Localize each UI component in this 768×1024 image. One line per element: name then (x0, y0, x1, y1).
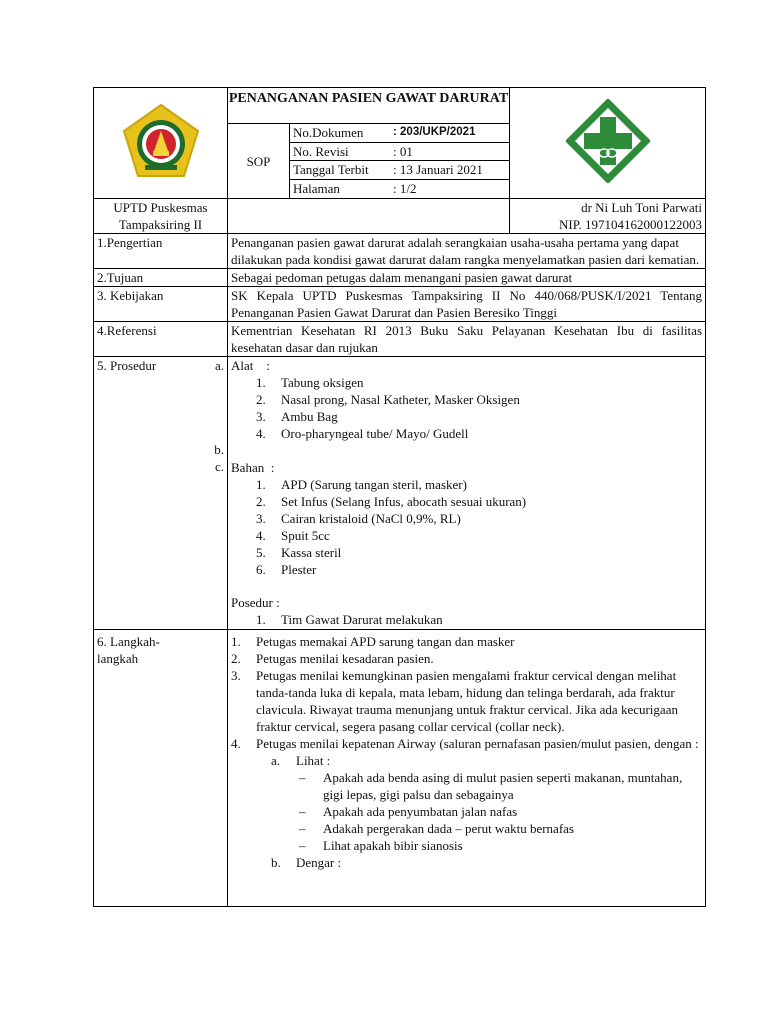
left-logo-cell (94, 88, 228, 199)
list-item: 2. Nasal prong, Nasal Katheter, Masker Oksigen (256, 392, 520, 407)
pengertian-label: 1.Pengertian (94, 234, 228, 269)
list-item: 1. Petugas memakai APD sarung tangan dan masker (231, 634, 515, 649)
bahan-list (231, 476, 702, 578)
field-tanggal-terbit: Tanggal Terbit : 13 Januari 2021 (290, 161, 509, 180)
posedur-list (231, 611, 702, 628)
org-name-cell (94, 199, 228, 234)
list-item: – Apakah ada benda asing di mulut pasien seperti makanan, muntahan, gigi lepas, gigi palsu dan sebagainya (299, 770, 683, 802)
list-item: 1. Tabung oksigen (256, 375, 364, 390)
org-line2: Tampaksiring II (118, 217, 203, 232)
signer-name: dr Ni Luh Toni Parwati (581, 200, 702, 215)
field-no-revisi: No. Revisi : 01 (290, 143, 509, 162)
title-and-fields (228, 88, 510, 199)
list-item: 4. Oro-pharyngeal tube/ Mayo/ Gudell (256, 426, 469, 441)
list-item: – Lihat apakah bibir sianosis (299, 838, 463, 853)
prosedur-content (228, 357, 706, 630)
signer-nip: NIP. 197104162000122003 (558, 217, 702, 232)
list-item: 1. APD (Sarung tangan steril, masker) (256, 477, 467, 492)
field-no-dokumen: No.Dokumen : 203/UKP/2021 (290, 124, 509, 143)
org-line1: UPTD Puskesmas (113, 200, 208, 215)
list-item: – Apakah ada penyumbatan jalan nafas (299, 804, 518, 819)
lihat-list (231, 769, 702, 854)
sub-step-b: b. Dengar : (271, 855, 342, 870)
right-logo-cell (510, 88, 706, 199)
list-item: 3. Ambu Bag (256, 409, 338, 424)
document-title: PENANGANAN PASIEN GAWAT DARURAT (228, 91, 509, 106)
green-cross-health-logo (566, 99, 650, 183)
prosedur-letter-a: a. (214, 358, 224, 373)
prosedur-letter-c: c. (214, 459, 224, 474)
langkah-label-cell (94, 630, 228, 907)
sub-step-a: a. Lihat : (271, 753, 331, 768)
puskesmas-crest-logo (119, 101, 203, 181)
list-item: 6. Plester (256, 562, 317, 577)
alat-list (231, 374, 702, 442)
list-item: 4. Spuit 5cc (256, 528, 330, 543)
kebijakan-text: SK Kepala UPTD Puskesmas Tampaksiring II No 440/068/PUSK/I/2021 Tentang Penanganan Pasien Gawat Darurat dan Pasien Beresiko Tinggi (228, 287, 706, 322)
langkah-label-line2: langkah (97, 651, 139, 666)
langkah-content (228, 630, 706, 907)
blank-cell (228, 199, 510, 234)
sop-label: SOP (246, 153, 271, 169)
list-item: 2. Petugas menilai kesadaran pasien. (231, 651, 434, 666)
langkah-label-line1: 6. Langkah- (97, 634, 160, 649)
posedur-title: Posedur : (231, 595, 280, 610)
list-item: 2. Set Infus (Selang Infus, abocath sesuai ukuran) (256, 494, 527, 509)
sop-document (93, 87, 705, 907)
alat-title: Alat : (231, 358, 270, 373)
tujuan-label: 2.Tujuan (94, 269, 228, 287)
langkah-list (231, 633, 702, 752)
list-item: 1. Tim Gawat Darurat melakukan (256, 612, 443, 627)
sop-table (93, 87, 706, 907)
referensi-text: Kementrian Kesehatan RI 2013 Buku Saku Pelayanan Kesehatan Ibu di fasilitas kesehatan dasar dan rujukan (228, 322, 706, 357)
list-item: 3. Petugas menilai kemungkinan pasien mengalami fraktur cervical dengan melihat tanda-tanda luka di kepala, mata lebam, hidung dan telinga berdarah, ada fraktur clavicula. Riwayat trauma menunjang untuk fraktur cervical. Jika ada kecurigaan fraktur cervical, segera pasang collar cervical (collar neck). (231, 668, 678, 734)
bahan-title: Bahan : (231, 460, 275, 475)
prosedur-label-cell (94, 357, 228, 630)
referensi-label: 4.Referensi (94, 322, 228, 357)
doc-fields (290, 124, 509, 198)
kebijakan-label: 3. Kebijakan (94, 287, 228, 322)
list-item: 5. Kassa steril (256, 545, 342, 560)
prosedur-letter-b: b. (214, 442, 224, 457)
tujuan-text: Sebagai pedoman petugas dalam menangani pasien gawat darurat (228, 269, 706, 287)
signer-cell (510, 199, 706, 234)
pengertian-text: Penanganan pasien gawat darurat adalah serangkaian usaha-usaha pertama yang dapat dilakukan pada kondisi gawat darurat dalam rangka menyelamatkan pasien dari kematian. (228, 234, 706, 269)
field-halaman: Halaman : 1/2 (293, 180, 417, 196)
list-item: 3. Cairan kristaloid (NaCl 0,9%, RL) (256, 511, 461, 526)
list-item: 4. Petugas menilai kepatenan Airway (saluran pernafasan pasien/mulut pasien, dengan : (231, 736, 699, 751)
prosedur-label: 5. Prosedur (97, 358, 157, 373)
list-item: – Adakah pergerakan dada – perut waktu bernafas (299, 821, 574, 836)
